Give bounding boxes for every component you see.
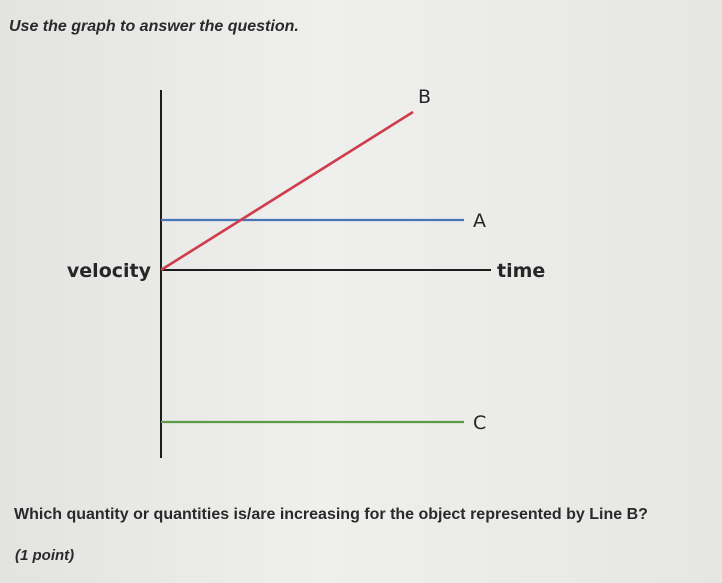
point-value: (1 point) (15, 547, 75, 564)
line-b (161, 112, 413, 270)
line-a-label: A (473, 210, 486, 232)
x-axis-label: time (497, 260, 546, 282)
question-text: Which quantity or quantities is/are increasing for the object represented by Line B? (14, 506, 648, 523)
instruction-text: Use the graph to answer the question. (9, 18, 299, 35)
line-c-label: C (473, 412, 487, 434)
y-axis-label: velocity (66, 260, 151, 282)
line-b-label: B (418, 86, 432, 108)
